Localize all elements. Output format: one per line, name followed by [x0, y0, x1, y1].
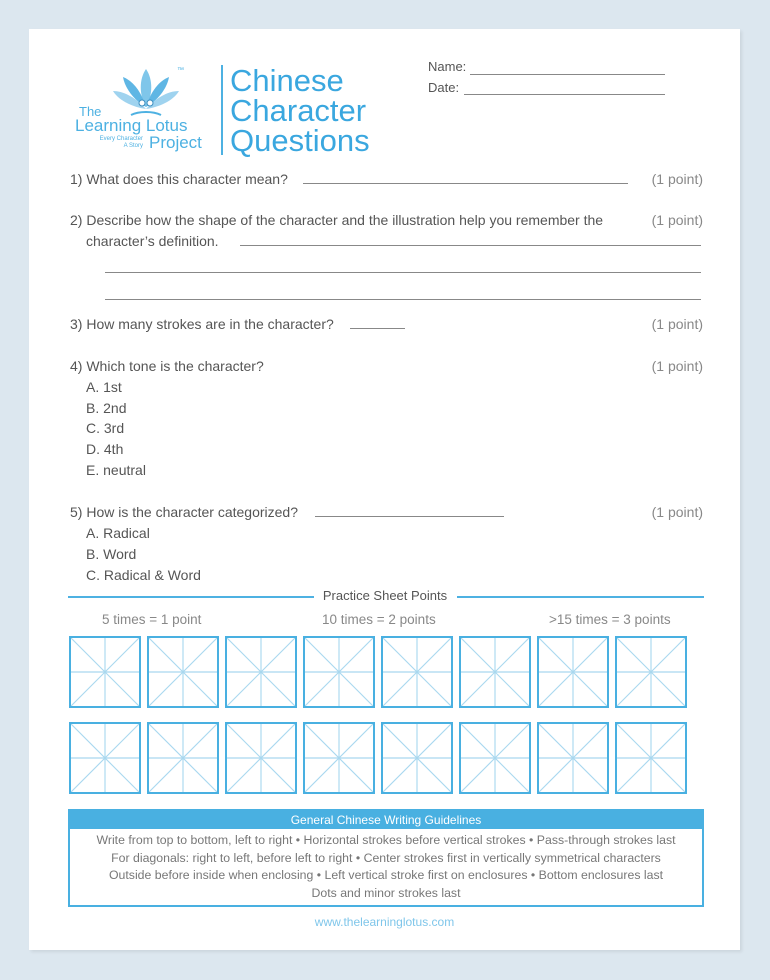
- question-4-option-d[interactable]: D. 4th: [86, 441, 124, 457]
- question-5: 5) How is the character categorized?: [70, 504, 298, 520]
- title-line-1: Chinese: [230, 63, 344, 98]
- logo-tagline: [87, 136, 143, 150]
- question-5-points: (1 point): [651, 504, 703, 520]
- date-label: Date:: [428, 80, 460, 95]
- practice-cell[interactable]: [381, 636, 453, 708]
- logo-line-2: Learning Lotus: [75, 116, 188, 135]
- practice-scale-2: 10 times = 2 points: [322, 612, 436, 627]
- question-2: 2) Describe how the shape of the character and the illustration help you remember the: [70, 212, 604, 228]
- practice-cell[interactable]: [147, 636, 219, 708]
- logo-tagline-1: Every Character: [99, 136, 143, 142]
- guideline-line: Outside before inside when enclosing • Left vertical stroke first on enclosures • Bottom enclosures last: [108, 868, 664, 882]
- practice-cell[interactable]: [381, 722, 453, 794]
- practice-scale-1: 5 times = 1 point: [102, 612, 202, 627]
- logo: [71, 67, 211, 157]
- practice-cell[interactable]: [459, 636, 531, 708]
- title-line-3: Questions: [230, 123, 370, 158]
- logo-line-3: Project: [149, 133, 202, 152]
- answer-line-2a[interactable]: [240, 245, 701, 246]
- footer-url[interactable]: www.thelearninglotus.com: [314, 915, 455, 929]
- question-4: 4) Which tone is the character?: [70, 358, 264, 374]
- practice-cell[interactable]: [537, 722, 609, 794]
- date-field[interactable]: [464, 94, 665, 95]
- question-4-option-e[interactable]: E. neutral: [86, 462, 146, 478]
- worksheet-page: [29, 29, 740, 950]
- practice-scale-3: >15 times = 3 points: [549, 612, 671, 627]
- practice-cell[interactable]: [69, 722, 141, 794]
- practice-grid-row-2: [69, 722, 687, 794]
- question-2-points: (1 point): [651, 212, 703, 228]
- guideline-line: Write from top to bottom, left to right • Horizontal strokes before vertical strokes • Pass-through strokes last: [96, 833, 676, 847]
- question-5-option-b[interactable]: B. Word: [86, 546, 137, 562]
- page-title: [230, 63, 370, 158]
- guidelines-title: General Chinese Writing Guidelines: [70, 811, 702, 829]
- practice-cell[interactable]: [615, 722, 687, 794]
- practice-grid-row-1: [69, 636, 687, 708]
- practice-rule-left: [68, 596, 314, 598]
- header-divider: [221, 65, 223, 155]
- answer-line-3[interactable]: [350, 328, 405, 329]
- name-label: Name:: [428, 59, 467, 74]
- question-2-cont: character’s definition.: [86, 233, 219, 249]
- lotus-icon: [111, 67, 181, 117]
- practice-title: Practice Sheet Points: [322, 588, 448, 603]
- question-5-option-c[interactable]: C. Radical & Word: [86, 567, 201, 583]
- practice-cell[interactable]: [615, 636, 687, 708]
- practice-cell[interactable]: [69, 636, 141, 708]
- question-3-points: (1 point): [651, 316, 703, 332]
- practice-cell[interactable]: [147, 722, 219, 794]
- question-1: 1) What does this character mean?: [70, 171, 288, 187]
- guidelines-box: [68, 809, 704, 907]
- answer-line-5[interactable]: [315, 516, 504, 517]
- question-4-option-c[interactable]: C. 3rd: [86, 420, 125, 436]
- practice-cell[interactable]: [303, 636, 375, 708]
- answer-line-1[interactable]: [303, 183, 628, 184]
- logo-tagline-2: A Story: [123, 143, 143, 149]
- practice-cell[interactable]: [225, 636, 297, 708]
- logo-line-1: The: [79, 104, 102, 119]
- answer-line-2c[interactable]: [105, 299, 701, 300]
- question-4-option-b[interactable]: B. 2nd: [86, 400, 127, 416]
- name-field[interactable]: [470, 74, 665, 75]
- question-1-points: (1 point): [651, 171, 703, 187]
- practice-cell[interactable]: [225, 722, 297, 794]
- question-5-option-a[interactable]: A. Radical: [86, 525, 150, 541]
- trademark: ™: [177, 67, 184, 74]
- title-line-2: Character: [230, 93, 367, 128]
- guidelines-body: [70, 829, 702, 902]
- practice-cell[interactable]: [537, 636, 609, 708]
- guideline-line: For diagonals: right to left, before left to right • Center strokes first in vertically symmetrical characters: [111, 850, 661, 865]
- guideline-line: Dots and minor strokes last: [311, 885, 461, 900]
- practice-cell[interactable]: [459, 722, 531, 794]
- question-4-option-a[interactable]: A. 1st: [86, 379, 122, 395]
- practice-rule-right: [457, 596, 704, 598]
- question-3: 3) How many strokes are in the character?: [70, 316, 334, 332]
- question-4-points: (1 point): [651, 358, 703, 374]
- answer-line-2b[interactable]: [105, 272, 701, 273]
- practice-cell[interactable]: [303, 722, 375, 794]
